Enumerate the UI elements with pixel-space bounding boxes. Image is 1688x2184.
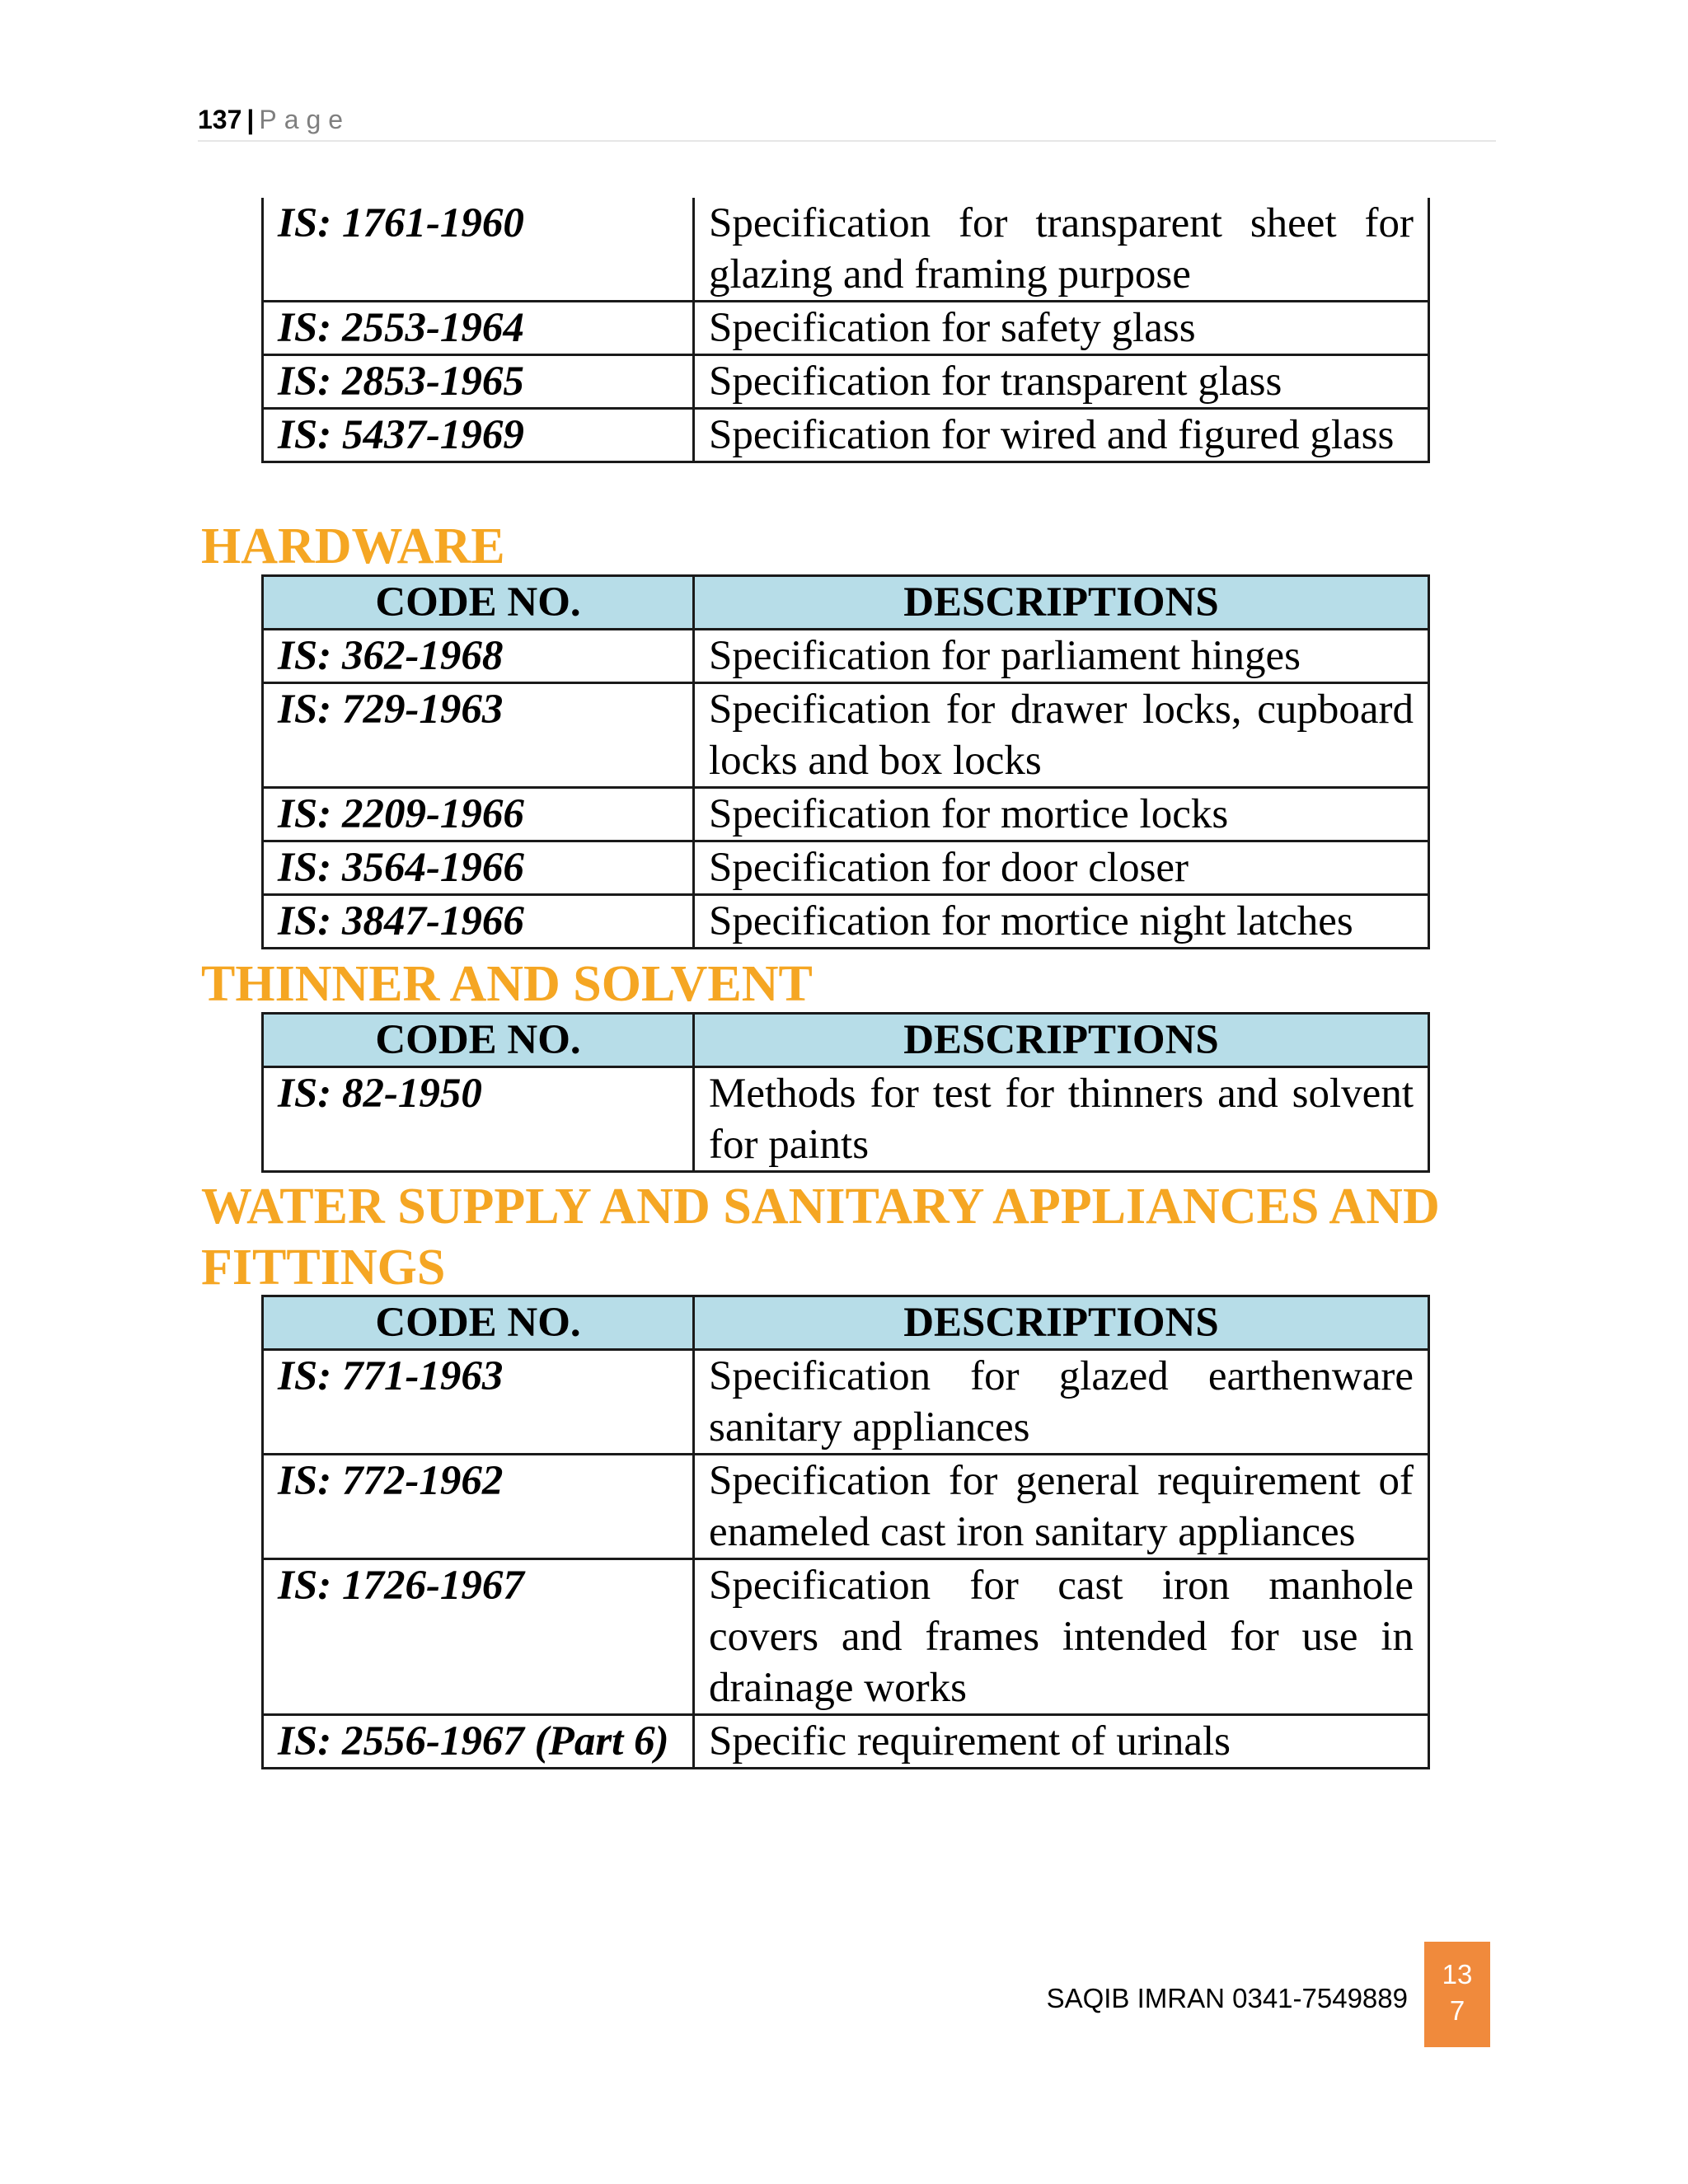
section-title-thinner: THINNER AND SOLVENT [201, 956, 813, 1012]
code-cell: IS: 5437-1969 [263, 409, 694, 462]
water-supply-spec-table [261, 1295, 1430, 1769]
table-header-row [263, 576, 1429, 630]
table-row [263, 1715, 1429, 1769]
description-cell: Specific requirement of urinals [694, 1715, 1429, 1769]
column-header-description: DESCRIPTIONS [694, 576, 1429, 630]
table-row [263, 409, 1429, 462]
code-cell: IS: 2853-1965 [263, 355, 694, 409]
description-cell: Specification for transparent glass [694, 355, 1429, 409]
page-number-line2: 7 [1449, 1995, 1465, 2026]
header-page-word: Page [259, 105, 351, 134]
table-row [263, 895, 1429, 949]
description-cell: Specification for drawer locks, cupboard locks and box locks [694, 683, 1429, 788]
code-cell: IS: 2556-1967 (Part 6) [263, 1715, 694, 1769]
table-row [263, 683, 1429, 788]
code-cell: IS: 729-1963 [263, 683, 694, 788]
description-cell: Specification for mortice locks [694, 788, 1429, 841]
footer-author: SAQIB IMRAN 0341-7549889 [1046, 1983, 1408, 2013]
table-row [263, 788, 1429, 841]
description-cell: Specification for mortice night latches [694, 895, 1429, 949]
column-header-code: CODE NO. [263, 576, 694, 630]
code-cell: IS: 1761-1960 [263, 198, 694, 302]
column-header-description: DESCRIPTIONS [694, 1014, 1429, 1067]
table-row [263, 1067, 1429, 1172]
table-row [263, 630, 1429, 683]
column-header-code: CODE NO. [263, 1014, 694, 1067]
footer-page-number-box [1424, 1942, 1490, 2047]
table-row [263, 1350, 1429, 1455]
table-row [263, 1559, 1429, 1715]
description-cell: Specification for wired and figured glass [694, 409, 1429, 462]
code-cell: IS: 3564-1966 [263, 841, 694, 895]
table-row [263, 302, 1429, 355]
code-cell: IS: 772-1962 [263, 1455, 694, 1559]
glass-spec-table [261, 198, 1430, 463]
code-cell: IS: 771-1963 [263, 1350, 694, 1455]
code-cell: IS: 2553-1964 [263, 302, 694, 355]
page-header [198, 99, 1496, 142]
thinner-spec-table [261, 1012, 1430, 1173]
table-row [263, 1455, 1429, 1559]
table-row [263, 355, 1429, 409]
description-cell: Specification for safety glass [694, 302, 1429, 355]
description-cell: Methods for test for thinners and solvent for paints [694, 1067, 1429, 1172]
table-row [263, 198, 1429, 302]
section-title-water-supply: WATER SUPPLY AND SANITARY APPLIANCES AND FITTINGS [201, 1179, 1440, 1296]
section-title-hardware: HARDWARE [201, 518, 505, 574]
description-cell: Specification for door closer [694, 841, 1429, 895]
description-cell: Specification for glazed earthenware sanitary appliances [694, 1350, 1429, 1455]
table-row [263, 841, 1429, 895]
header-separator: | [246, 105, 255, 134]
table-header-row [263, 1296, 1429, 1350]
code-cell: IS: 2209-1966 [263, 788, 694, 841]
table-header-row [263, 1014, 1429, 1067]
code-cell: IS: 3847-1966 [263, 895, 694, 949]
hardware-spec-table [261, 574, 1430, 949]
description-cell: Specification for cast iron manhole covers and frames intended for use in drainage works [694, 1559, 1429, 1715]
description-cell: Specification for parliament hinges [694, 630, 1429, 683]
description-cell: Specification for transparent sheet for glazing and framing purpose [694, 198, 1429, 302]
page-number-line1: 13 [1442, 1959, 1473, 1990]
code-cell: IS: 362-1968 [263, 630, 694, 683]
description-cell: Specification for general requirement of enameled cast iron sanitary appliances [694, 1455, 1429, 1559]
column-header-code: CODE NO. [263, 1296, 694, 1350]
header-page-number: 137 [198, 105, 242, 134]
code-cell: IS: 1726-1967 [263, 1559, 694, 1715]
code-cell: IS: 82-1950 [263, 1067, 694, 1172]
column-header-description: DESCRIPTIONS [694, 1296, 1429, 1350]
